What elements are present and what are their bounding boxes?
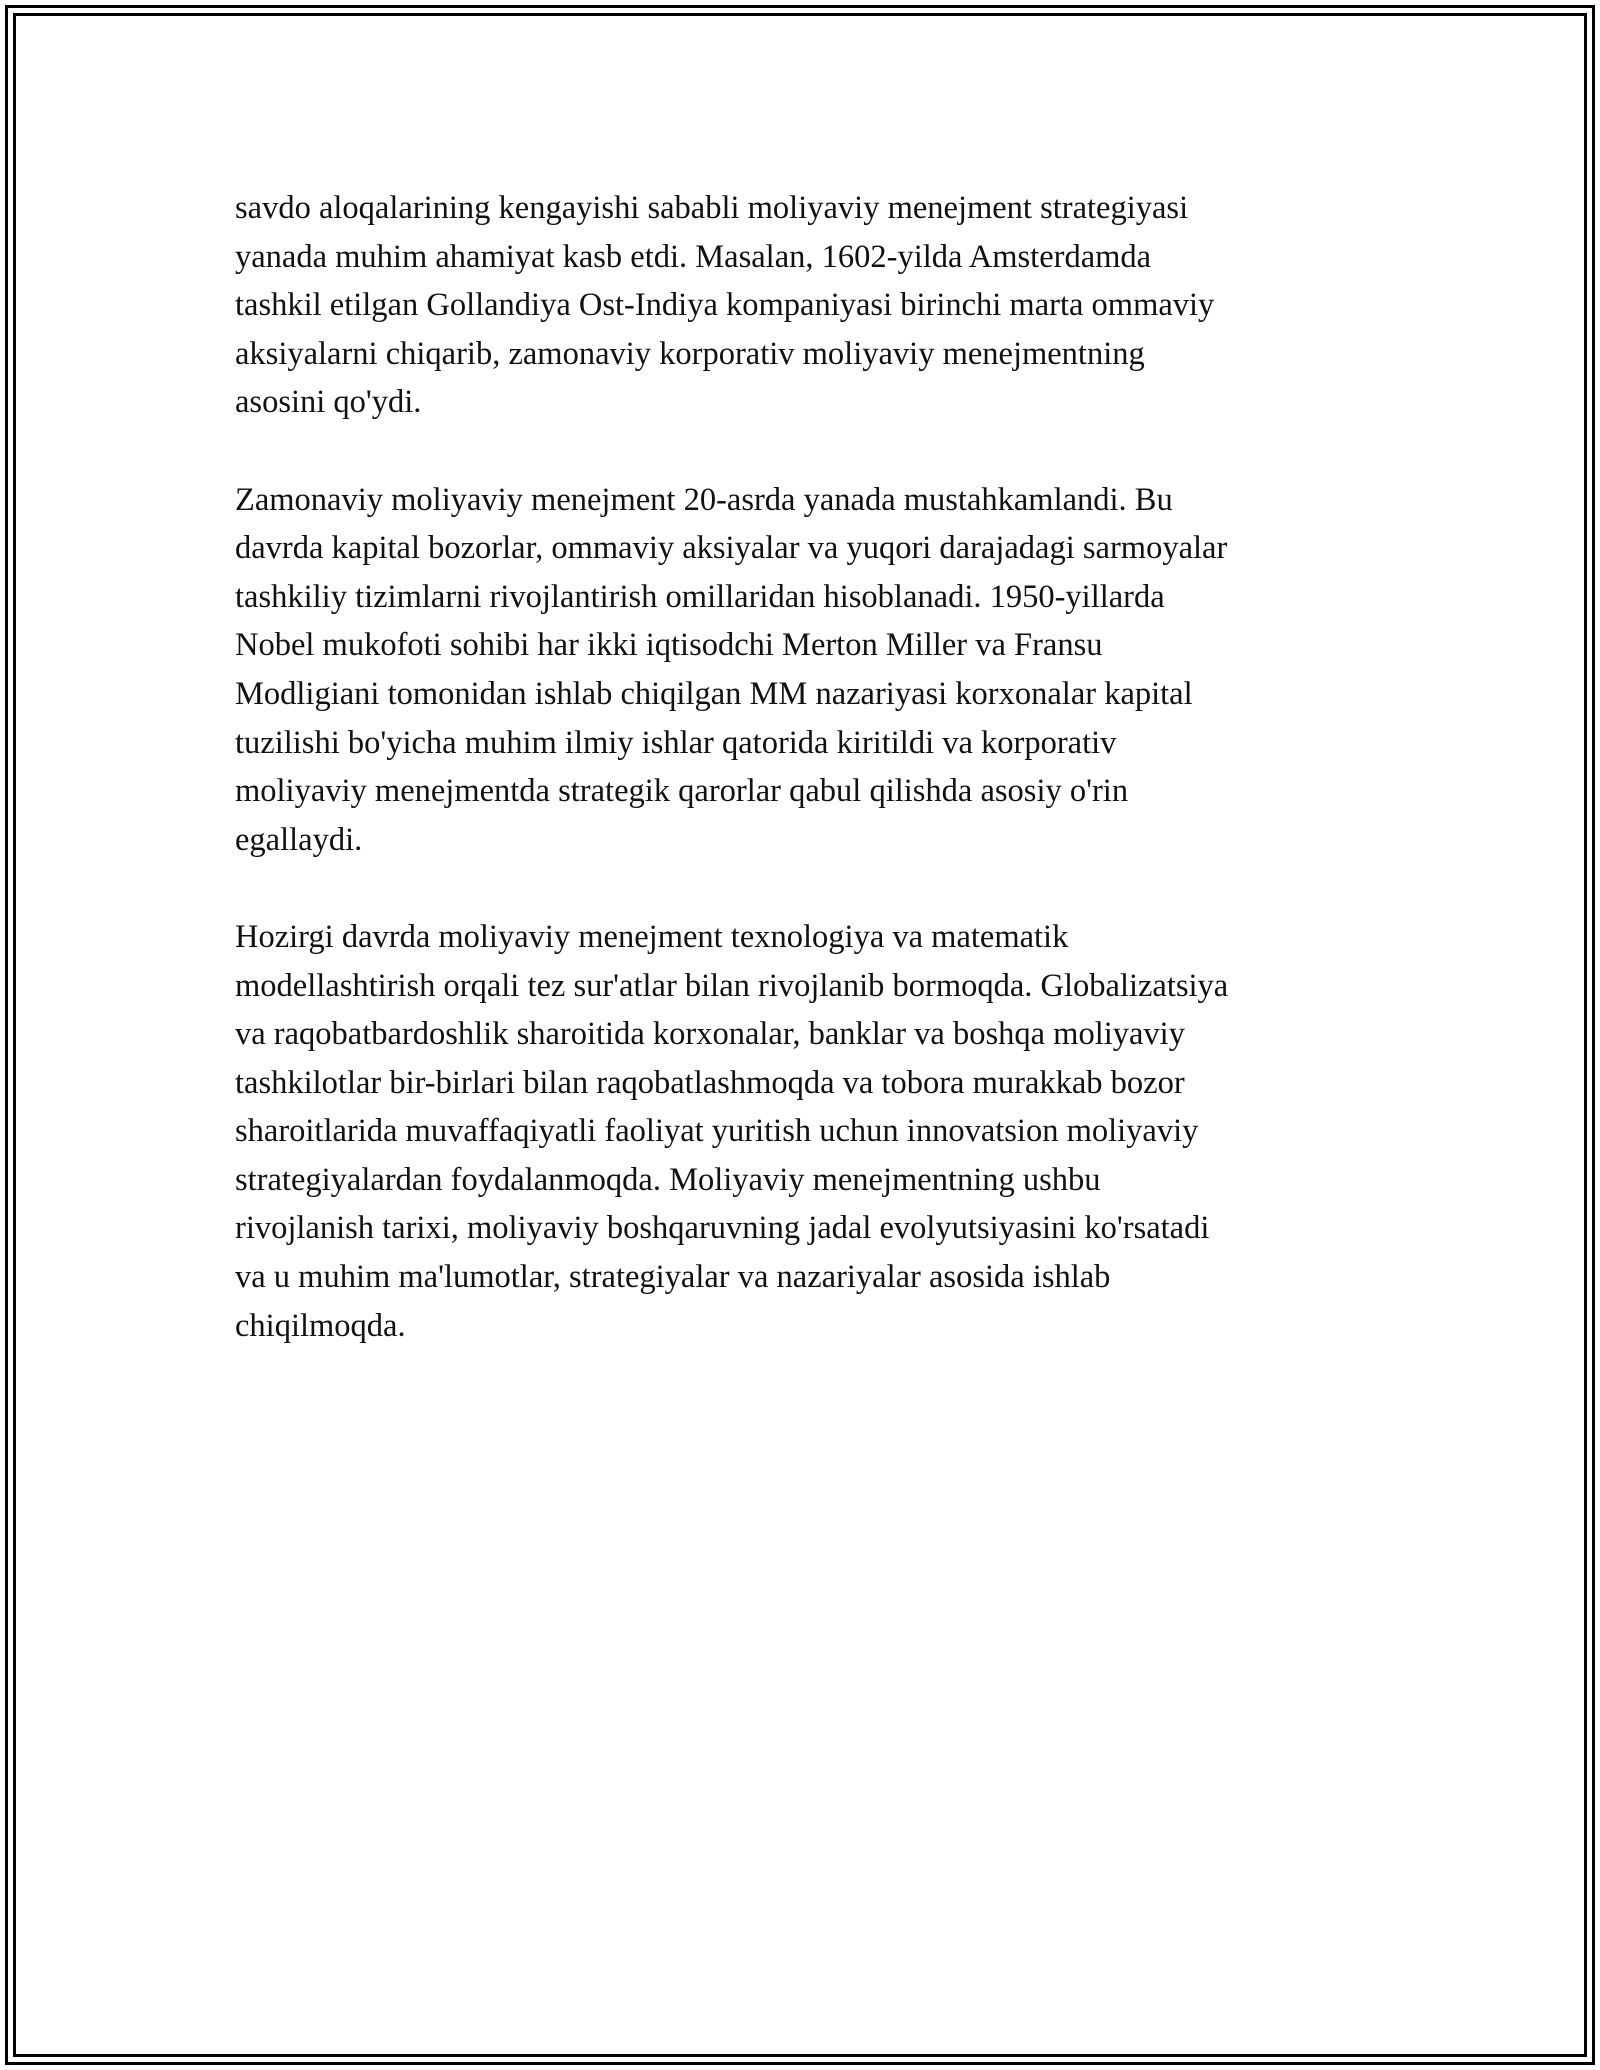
- text-line: asosini qo'ydi.: [235, 384, 422, 421]
- text-line: strategiyalardan foydalanmoqda. Moliyaviy menejmentning ushbu: [235, 1161, 1101, 1198]
- text-line: rivojlanish tarixi, moliyaviy boshqaruvning jadal evolyutsiyasini ko'rsatadi: [235, 1210, 1210, 1247]
- text-line: chiqilmoqda.: [235, 1307, 406, 1344]
- text-line: va raqobatbardoshlik sharoitida korxonalar, banklar va boshqa moliyaviy: [235, 1016, 1185, 1053]
- text-line: tashkiliy tizimlarni rivojlantirish omillaridan hisoblanadi. 1950-yillarda: [235, 578, 1165, 615]
- text-line: va u muhim ma'lumotlar, strategiyalar va nazariyalar asosida ishlab: [235, 1259, 1111, 1296]
- text-line: tuzilishi bo'yicha muhim ilmiy ishlar qatorida kiritildi va korporativ: [235, 724, 1117, 761]
- text-line: moliyaviy menejmentda strategik qarorlar qabul qilishda asosiy o'rin: [235, 773, 1129, 810]
- document-body: [235, 184, 1365, 1399]
- paragraph-2: [235, 476, 1365, 865]
- text-line: savdo aloqalarining kengayishi sababli moliyaviy menejment strategiyasi: [235, 190, 1189, 226]
- text-line: Zamonaviy moliyaviy menejment 20-asrda yanada mustahkamlandi. Bu: [235, 481, 1173, 518]
- paragraph-1: [235, 184, 1365, 427]
- text-line: yanada muhim ahamiyat kasb etdi. Masalan, 1602-yilda Amsterdamda: [235, 238, 1152, 275]
- text-line: Hozirgi davrda moliyaviy menejment texnologiya va matematik: [235, 918, 1069, 955]
- text-line: tashkil etilgan Gollandiya Ost-Indiya kompaniyasi birinchi marta ommaviy: [235, 287, 1215, 324]
- text-line: modellashtirish orqali tez sur'atlar bilan rivojlanib bormoqda. Globalizatsiya: [235, 967, 1229, 1004]
- text-line: egallaydi.: [235, 821, 363, 858]
- paragraph-3: [235, 913, 1365, 1350]
- text-line: tashkilotlar bir-birlari bilan raqobatlashmoqda va tobora murakkab bozor: [235, 1064, 1185, 1101]
- text-line: davrda kapital bozorlar, ommaviy aksiyalar va yuqori darajadagi sarmoyalar: [235, 530, 1228, 567]
- text-line: Modligiani tomonidan ishlab chiqilgan MM nazariyasi korxonalar kapital: [235, 675, 1193, 712]
- text-line: aksiyalarni chiqarib, zamonaviy korporativ moliyaviy menejmentning: [235, 335, 1145, 372]
- text-line: Nobel mukofoti sohibi har ikki iqtisodchi Merton Miller va Fransu: [235, 627, 1103, 664]
- text-line: sharoitlarida muvaffaqiyatli faoliyat yuritish uchun innovatsion moliyaviy: [235, 1113, 1199, 1150]
